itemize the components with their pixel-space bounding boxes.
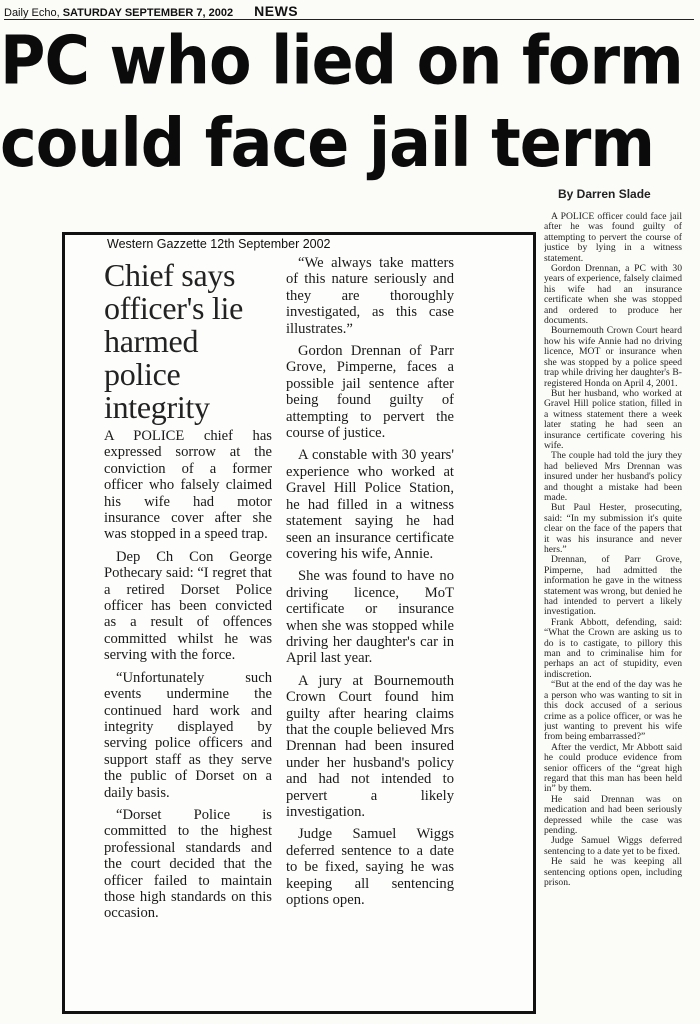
issue-date: SATURDAY SEPTEMBER 7, 2002 — [62, 7, 234, 19]
paragraph: “But at the end of the day was he a person who was wanting to sit in this dock accused of a serious crime as a police officer, or was he just wanting to prevent his wife from being embarrassed?” — [544, 679, 682, 743]
paragraph: The couple had told the jury they had believed Mrs Drennan was insured under her husband's policy and thought a mistake had been made. — [544, 450, 682, 503]
paragraph: Judge Samuel Wiggs deferred sentencing to a date yet to be fixed. — [544, 835, 682, 857]
paragraph: But Paul Hester, prosecuting, said: “In my submission it's quite clear on the face of the papers that it was his insurance and never hers.” — [544, 502, 682, 555]
section-label: NEWS — [254, 3, 299, 19]
echo-article-column — [544, 212, 682, 1020]
headline-line-1: PC who lied on form — [0, 21, 683, 100]
paragraph: Judge Samuel Wiggs deferred sentence to a date to be fixed, saying he was keeping all sentencing options open. — [286, 826, 454, 909]
clipping-col1-body — [104, 428, 272, 922]
paragraph: Bournemouth Crown Court heard how his wife Annie had no driving licence, MOT or insurance when she was stopped by a police speed trap while driving her daughter's B-registered Honda on April 4, 2001. — [544, 325, 682, 389]
clipping-column-1 — [104, 257, 272, 928]
paragraph: A jury at Bournemouth Crown Court found him guilty after hearing claims that the couple believed Mrs Drennan had been insured under her husband's policy and had not intended to pervert a likely investigation. — [286, 672, 454, 820]
main-headline — [0, 20, 700, 184]
byline: By Darren Slade — [558, 187, 651, 201]
paragraph: He said Drennan was on medication and had been seriously depressed while the case was pending. — [544, 793, 682, 836]
paper-name: Daily Echo, — [4, 7, 60, 19]
paragraph: Dep Ch Con George Pothecary said: “I regret that a retired Dorset Police officer has been convicted as a result of offences committed whilst he was serving with the force. — [104, 548, 272, 664]
paragraph: “Unfortunately such events undermine the continued hard work and integrity displayed by serving police officers and support staff as they serve the public of Dorset on a daily basis. — [104, 669, 272, 801]
paragraph: Drennan, of Parr Grove, Pimperne, had admitted the information he gave in the witness statement was wrong, but denied he had intended to pervert a likely investigation. — [544, 554, 682, 618]
paragraph: Frank Abbott, defending, said: “What the Crown are asking us to do is to castigate, to pillory this man and to criminalise him for perhaps an act of stupidity, even indiscretion. — [544, 616, 682, 680]
paragraph: After the verdict, Mr Abbott said he could produce evidence from senior officers of the “great high regard that this man has been held in” by them. — [544, 741, 682, 795]
paragraph: A POLICE chief has expressed sorrow at the conviction of a former officer who falsely claimed his wife had motor insurance cover after she was stopped in a speed trap. — [104, 428, 272, 543]
paragraph: But her husband, who worked at Gravel Hill police station, filled in a witness statement there a week later stating he had seen an insurance certificate covering his wife. — [544, 387, 682, 451]
paragraph: Gordon Drennan of Parr Grove, Pimperne, faces a possible jail sentence after being found guilty of attempting to pervert the course of justice. — [286, 343, 454, 442]
paragraph: Gordon Drennan, a PC with 30 years of experience, falsely claimed his wife had an insurance certificate when she was stopped and ordered to produce her documents. — [544, 263, 682, 327]
headline-line-2: could face jail term — [0, 103, 654, 182]
paragraph: “We always take matters of this nature seriously and they are thoroughly investigated, as this case illustrates.” — [286, 255, 454, 337]
newspaper-clipping — [62, 232, 536, 1014]
paragraph: She was found to have no driving licence, MoT certificate or insurance when she was stopped while driving her daughter's car in April last year. — [286, 568, 454, 667]
paragraph: He said he was keeping all sentencing options open, including prison. — [544, 856, 682, 888]
clipping-headline: Chief says officer's lie harmed police integrity — [104, 257, 243, 425]
clipping-column-2 — [286, 255, 454, 914]
paragraph: A POLICE officer could face jail after he was found guilty of attempting to pervert the course of justice by lying in a witness statement. — [544, 212, 682, 264]
clipping-source: Western Gazzette 12th September 2002 — [107, 237, 331, 251]
paragraph: A constable with 30 years' experience who worked at Gravel Hill Police Station, he had filled in a witness statement saying he had seen an insurance certificate covering his wife, Annie. — [286, 447, 454, 562]
paragraph: “Dorset Police is committed to the highest professional standards and the court decided that the officer failed to maintain those high standards on this occasion. — [104, 806, 272, 922]
masthead — [4, 3, 694, 20]
